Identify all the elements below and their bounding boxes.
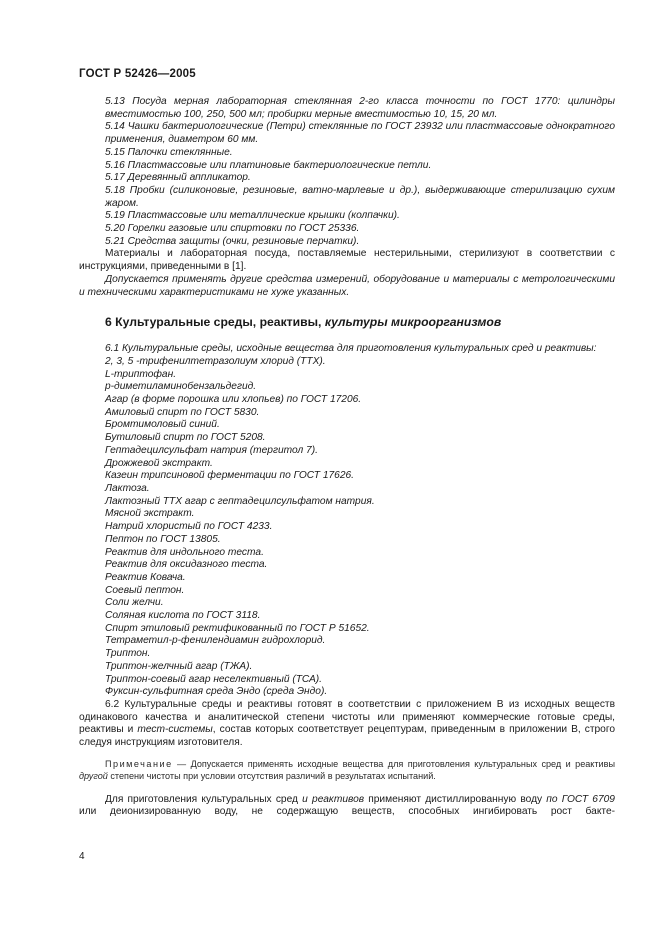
note <box>79 758 615 783</box>
reagent-item: Мясной экстракт. <box>105 508 195 520</box>
reagent-item: Тетраметил-р-фенилендиамин гидрохлорид. <box>105 635 326 647</box>
paragraph-allowed: Допускается применять другие средства измерений, оборудование и материалы с метрологическими и техническими характеристиками не хуже указанных. <box>79 273 615 298</box>
reagent-item: Амиловый спирт по ГОСТ 5830. <box>105 406 260 418</box>
reagent-item: Натрий хлористый по ГОСТ 4233. <box>105 521 273 533</box>
reagent-item: р-диметиламинобензальдегид. <box>105 381 257 393</box>
note-text-a: — Допускается применять исходные вещества для приготовления культуральных сред и реактивы <box>172 758 615 769</box>
item-5-16: 5.16 Пластмассовые или платиновые бактериологические петли. <box>105 159 432 171</box>
section-6-2-part-a: 6.2 Культуральные среды и реактивы готовят в соответствии с приложением В из исходных веществ одинакового качества и аналитической степени чистоты или применяют коммерческие готовые среды, реактивы и <box>79 698 615 736</box>
item-5-21: 5.21 Средства защиты (очки, резиновые перчатки). <box>105 235 360 247</box>
reagent-item: Триптон-соевый агар неселективный (ТСА). <box>105 673 322 685</box>
water-b: и реактивов <box>302 793 365 805</box>
note-label: Примечание <box>105 758 173 769</box>
item-5-15: 5.15 Палочки стеклянные. <box>105 146 233 158</box>
reagent-item: Соляная кислота по ГОСТ 3118. <box>105 610 261 622</box>
paragraph-materials: Материалы и лабораторная посуда, поставляемые нестерильными, стерилизуют в соответствии с инструкциями, приведенными в [1]. <box>79 248 615 273</box>
reagent-item: Бромтимоловый синий. <box>105 419 220 431</box>
document-header: ГОСТ Р 52426—2005 <box>79 68 196 80</box>
section-6-2 <box>79 699 615 750</box>
item-5-18: 5.18 Пробки (силиконовые, резиновые, ватно-марлевые и др.), выдерживающие стерилизацию сухим жаром. <box>105 184 615 209</box>
item-5-17: 5.17 Деревянный аппликатор. <box>105 172 251 184</box>
section-6-2-part-c: , состав которых соответствует рецептурам, приведенным в приложении В, строго следуя инструкциям изготовителя. <box>79 724 615 749</box>
reagent-item: Спирт этиловый ректификованный по ГОСТ Р 51652. <box>105 622 370 634</box>
reagent-item: Триптон. <box>105 648 151 660</box>
section-6-2-italic: тест-системы <box>137 724 213 736</box>
reagent-item: Гептадецилсульфат натрия (тергитол 7). <box>105 444 318 456</box>
water-c: применяют дистиллированную воду <box>364 793 547 805</box>
item-5-20: 5.20 Горелки газовые или спиртовки по ГОСТ 25336. <box>105 223 360 235</box>
reagent-item: Пептон по ГОСТ 13805. <box>105 533 221 545</box>
reagent-item: L-триптофан. <box>105 368 177 380</box>
water-d: по ГОСТ 6709 <box>546 793 615 805</box>
water-e: или деионизированную воду, не содержащую веществ, способных ингибировать рост бакте- <box>79 806 615 818</box>
item-5-14: 5.14 Чашки бактериологические (Петри) стеклянные по ГОСТ 23932 или пластмассовые однократного применения, диаметром 60 мм. <box>105 121 615 146</box>
reagent-item: Бутиловый спирт по ГОСТ 5208. <box>105 432 266 444</box>
reagents-list <box>79 356 615 699</box>
section-6-title-italic: культуры микроорганизмов <box>324 315 502 330</box>
reagent-item: Лактоза. <box>105 482 150 494</box>
reagent-item: 2, 3, 5 -трифенилтетразолиум хлорид (ТТХ). <box>105 355 326 367</box>
section-6-title <box>79 315 615 329</box>
reagent-item: Дрожжевой экстракт. <box>105 457 213 469</box>
item-5-13: 5.13 Посуда мерная лабораторная стеклянная 2-го класса точности по ГОСТ 1770: цилиндры вместимостью 100, 250, 500 мл; пробирки мерные вместимостью 10, 15, 20 мл. <box>105 96 615 120</box>
reagent-item: Казеин трипсиновой ферментации по ГОСТ 17626. <box>105 470 355 482</box>
section-6-1-intro: 6.1 Культуральные среды, исходные вещества для приготовления культуральных сред и реактивы: <box>105 343 597 355</box>
reagent-item: Соевый пептон. <box>105 584 185 596</box>
note-text-c: степени чистоты при условии отсутствия различий в результатах испытаний. <box>107 771 436 782</box>
section-6-title-main: 6 Культуральные среды, реактивы, <box>105 315 325 330</box>
page-number: 4 <box>79 851 85 862</box>
page-content <box>79 96 615 819</box>
reagent-item: Фуксин-сульфитная среда Эндо (среда Эндо). <box>105 686 328 698</box>
reagent-item: Триптон-желчный агар (ТЖА). <box>105 660 253 672</box>
reagent-item: Реактив для оксидазного теста. <box>105 559 268 571</box>
reagent-item: Агар (в форме порошка или хлопьев) по ГОСТ 17206. <box>105 394 362 406</box>
reagent-item: Реактив для индольного теста. <box>105 546 264 558</box>
note-italic: другой <box>79 771 108 782</box>
paragraph-water <box>79 794 615 819</box>
item-5-19: 5.19 Пластмассовые или металлические крышки (колпачки). <box>105 210 400 222</box>
water-a: Для приготовления культуральных сред <box>105 793 303 805</box>
reagent-item: Реактив Ковача. <box>105 571 186 583</box>
reagent-item: Соли желчи. <box>105 597 164 609</box>
reagent-item: Лактозный ТТХ агар с гептадецилсульфатом натрия. <box>105 495 375 507</box>
